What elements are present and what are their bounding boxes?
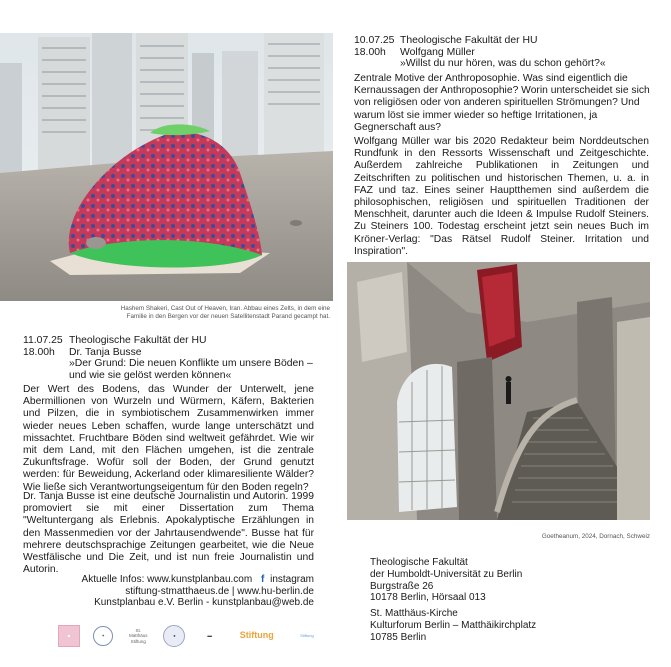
- sponsor-logos: [58, 624, 321, 648]
- hu-seal-logo: ✦: [93, 626, 113, 646]
- caption-line: Hashem Shakeri, Cast Out of Heaven, Iran. Abbau eines Zelts, in dem eine: [120, 305, 330, 312]
- address-church: [370, 608, 630, 643]
- event1-intro: Der Wert des Bodens, das Wunder der Unterwelt, jene Abermillionen von Wurzeln und Würmern, Käfern, Bakterien und Pilzen, die in symbiotischem Zusammenwirken immer wieder neues Leben schaffen, wurde lange unterschätzt und missachtet. Fruchtbare Böden sind weltweit gefährdet. Wie wir mit dem Land, mit den Flächen umgehen, ist die zentrale Zukunftsfrage. Wofür soll der Boden, der Grund genutzt werden: für Beweidung, Ackerland oder klimaresiliente Wälder? Wie ließe sich Verantwortungseigentum für den Boden regeln?: [23, 384, 314, 493]
- address-line: 10785 Berlin: [370, 631, 427, 643]
- foundation-text-logo: Stiftung: [300, 633, 314, 639]
- address-theology: [370, 557, 630, 604]
- event1-date: 11.07.25: [23, 335, 63, 346]
- event1-time: 18.00h: [23, 346, 55, 358]
- address-line: Theologische Fakultät: [370, 557, 468, 568]
- photo-tent: [0, 33, 333, 301]
- st-matthaeus-stiftung-logo: St. Matthäus Stiftung: [129, 627, 148, 644]
- photo-tent-caption: [90, 305, 330, 321]
- event1-header: [23, 335, 323, 381]
- event1-venue: Theologische Fakultät der HU: [69, 335, 207, 346]
- photo-goetheanum: [347, 262, 650, 520]
- contact-email[interactable]: Kunstplanbau e.V. Berlin - kunstplanbau@web.de: [94, 597, 314, 609]
- event2-intro: Zentrale Motive der Anthroposophie. Was sind eigentlich die Kernaussagen der Anthroposophie? Worin unterscheidet sie sich von religiösen oder von anderen spirituellen Strömungen? Und warum löst sie immer wieder so heftige Irritationen, ja Gegnerschaft aus?: [354, 73, 650, 133]
- event1-bio: Dr. Tanja Busse ist eine deutsche Journalistin und Autorin. 1999 promoviert sie mit einer Dissertation zum Thema "Weltuntergang als Erlebnis. Apokalyptische Erzählungen in den Massenmedien vor der Jahrtausendwende". Busse hat für mehrere deutschsprachige Zeitungen gearbeitet, wie die Neue Westfälische und Die Zeit, und ist nun freie Journalistin und Autorin.: [23, 491, 314, 576]
- event1-speaker: Dr. Tanja Busse: [69, 346, 142, 358]
- photo-goetheanum-caption: Goetheanum, 2024, Dornach, Schweiz: [541, 533, 650, 540]
- event2-time: 18.00h: [354, 46, 386, 58]
- photo-tent-image: [0, 33, 333, 301]
- round-stamp-logo: ●: [163, 625, 185, 647]
- event2-date: 10.07.25: [354, 35, 395, 46]
- instagram-link[interactable]: instagram: [270, 574, 314, 585]
- address-line: Burgstraße 26: [370, 580, 434, 592]
- caption-line: Familie in den Bergen vor der neuen Satellitenstadt Parand gecampt hat.: [126, 313, 330, 320]
- address-line: der Humboldt-Universität zu Berlin: [370, 568, 523, 580]
- event2-header: [354, 35, 654, 70]
- event1-title-line1: »Der Grund: Die neuen Konflikte um unsere Böden –: [69, 358, 313, 370]
- small-sponsor-logo: ▬: [207, 633, 212, 639]
- address-line: St. Matthäus-Kirche: [370, 608, 458, 619]
- contact-info: [20, 574, 314, 609]
- contact-website[interactable]: Aktuelle Infos: www.kunstplanbau.com: [81, 574, 253, 585]
- event2-speaker: Wolfgang Müller: [400, 46, 475, 58]
- kunstplanbau-logo: ■: [58, 625, 80, 647]
- event2-venue: Theologische Fakultät der HU: [400, 35, 538, 46]
- address-line: Kulturforum Berlin – Matthäikirchplatz: [370, 619, 537, 631]
- contact-websites[interactable]: stiftung-stmatthaeus.de | www.hu-berlin.de: [125, 585, 314, 597]
- event1-title-line2: und wie sie gelöst werden können«: [69, 369, 232, 381]
- photo-goetheanum-image: [347, 262, 650, 520]
- event2-bio: Wolfgang Müller war bis 2020 Redakteur beim Norddeutschen Rundfunk in den Ressorts Wissenschaft und Zeitgeschichte. Außerdem zahlreiche Publikationen in Zeitungen und Zeitschriften zu politischen und historischen Themen, u. a. in FAZ und taz. Eines seiner Hauptthemen sind außerdem die philosophischen, religiösen und spirituellen Traditionen der Menschheit, darunter auch die Ideen & Impulse Rudolf Steiners. Zu Steiners 100. Todestag erscheint jetzt sein neues Buch im Kröner-Verlag: "Das Rätsel Rudolf Steiner. Irritation und Inspiration".: [354, 136, 649, 257]
- address-line: 10178 Berlin, Hörsaal 013: [370, 592, 486, 604]
- stiftung-logo: Stiftung: [239, 630, 274, 641]
- event2-title: »Willst du nur hören, was du schon gehört?«: [400, 58, 606, 70]
- facebook-icon[interactable]: f: [260, 574, 265, 585]
